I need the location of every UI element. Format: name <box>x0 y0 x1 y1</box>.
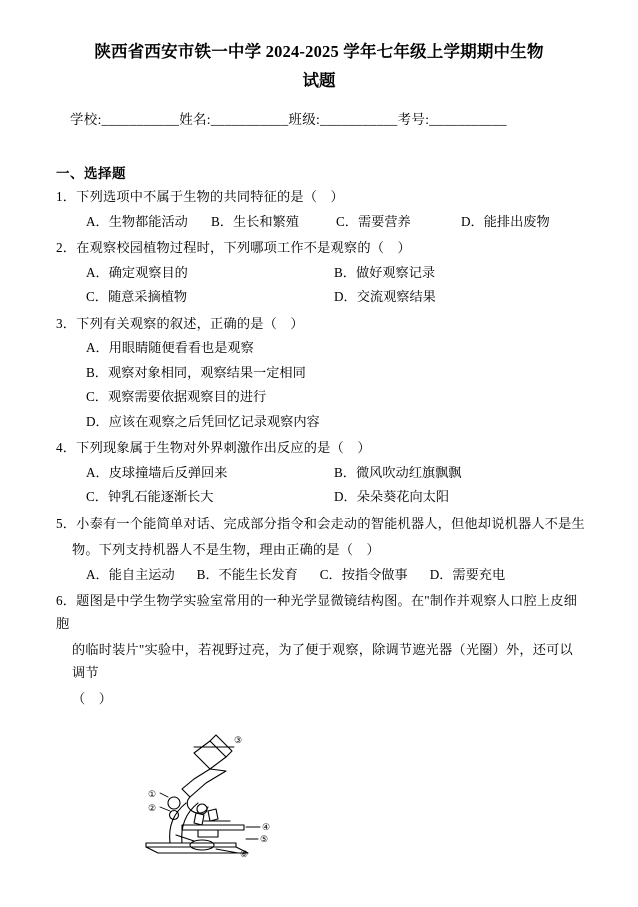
option-5-d[interactable]: D．需要充电 <box>429 566 506 582</box>
question-5-stem: 5．小泰有一个能简单对话、完成部分指令和会走动的智能机器人，但他却说机器人不是生 <box>56 515 585 531</box>
figure-label-4: ④ <box>262 821 271 832</box>
option-4-a[interactable]: A．皮球撞墙后反弹回来 <box>86 464 228 480</box>
figure-label-5: ⑤ <box>260 833 269 844</box>
page-title-line2: 试题 <box>302 71 336 90</box>
option-2-a[interactable]: A．确定观察目的 <box>86 264 188 280</box>
option-1-a[interactable]: A．生物都能活动 <box>86 213 188 229</box>
student-info-line: 学校:___________姓名:___________班级:___________考号:___________ <box>70 112 507 127</box>
question-1-options <box>86 211 586 234</box>
figure-label-2: ② <box>148 802 157 813</box>
option-2-b[interactable]: B．做好观察记录 <box>334 264 436 280</box>
question-6-stem: 6．题图是中学生物学实验室常用的一种光学显微镜结构图。在"制作并观察人口腔上皮细胞 <box>56 593 578 631</box>
option-2-d[interactable]: D．交流观察结果 <box>334 289 436 304</box>
question-4-options-row1 <box>86 462 586 485</box>
question-2-options-row1 <box>86 262 586 285</box>
option-4-b[interactable]: B．微风吹动红旗飘飘 <box>334 464 462 480</box>
question-4-options-row2 <box>86 486 586 509</box>
option-3-a[interactable]: A．用眼睛随便看看也是观察 <box>86 340 254 355</box>
question-1-stem: 1．下列选项中不属于生物的共同特征的是（ ） <box>56 189 344 204</box>
option-1-c[interactable]: C．需要营养 <box>336 213 411 229</box>
option-5-a[interactable]: A．能自主运动 <box>86 566 175 582</box>
question-3-stem: 3．下列有关观察的叙述，正确的是（ ） <box>56 315 304 331</box>
question-2-stem: 2．在观察校园植物过程时，下列哪项工作不是观察的（ ） <box>56 240 411 255</box>
question-5-stem-line2: 物。下列支持机器人不是生物，理由正确的是（ ） <box>72 542 380 557</box>
figure-label-1: ① <box>148 788 157 799</box>
option-3-d[interactable]: D．应该在观察之后凭回忆记录观察内容 <box>86 413 320 429</box>
page-title: 陕西省西安市铁一中学 2024-2025 学年七年级上学期期中生物 <box>94 42 544 61</box>
figure-label-6: ⑥ <box>240 848 249 859</box>
option-1-b[interactable]: B．生长和繁殖 <box>211 213 299 229</box>
option-5-b[interactable]: B．不能生长发育 <box>196 566 298 582</box>
option-1-d[interactable]: D．能排出废物 <box>461 213 550 229</box>
option-2-c[interactable]: C．随意采摘植物 <box>86 289 188 304</box>
question-5-options <box>86 564 586 587</box>
question-6-stem-line3: （ ） <box>72 691 113 706</box>
question-2-options-row2 <box>86 286 586 309</box>
option-4-d[interactable]: D．朵朵葵花向太阳 <box>334 489 450 504</box>
microscope-diagram <box>98 717 586 867</box>
figure-label-3: ③ <box>234 734 243 745</box>
section-heading-choice: 一、选择题 <box>56 166 126 181</box>
option-5-c[interactable]: C．按指令做事 <box>319 566 408 582</box>
question-6-stem-line2: 的临时装片"实验中，若视野过亮，为了便于观察，除调节遮光器（光圈）外，还可以调节 <box>72 642 573 680</box>
option-3-c[interactable]: C．观察需要依据观察目的进行 <box>86 389 267 404</box>
question-4-stem: 4．下列现象属于生物对外界刺激作出反应的是（ ） <box>56 440 371 455</box>
option-3-b[interactable]: B．观察对象相同，观察结果一定相同 <box>86 364 306 380</box>
option-4-c[interactable]: C．钟乳石能逐渐长大 <box>86 489 214 504</box>
